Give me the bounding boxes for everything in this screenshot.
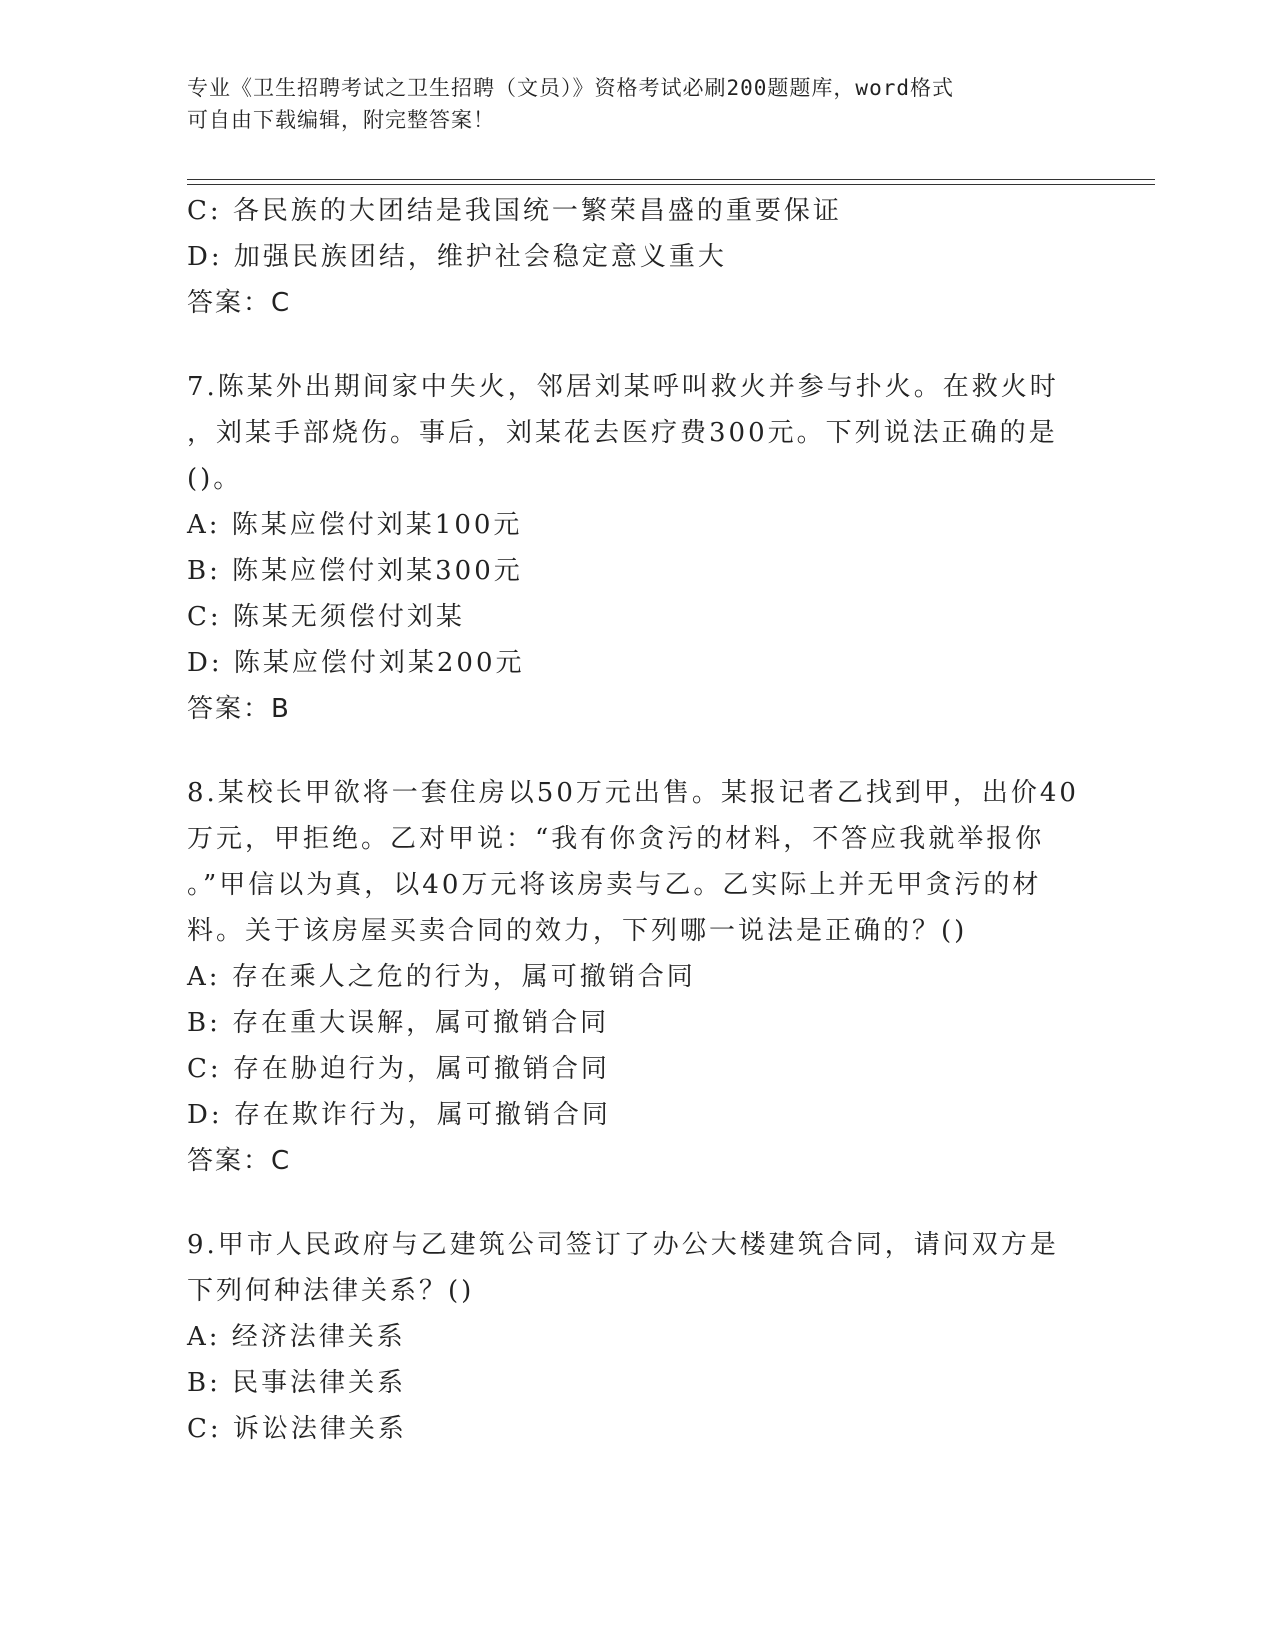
- header-line-2: 可自由下载编辑，附完整答案！: [187, 108, 495, 132]
- question-stem-line: 万元，甲拒绝。乙对甲说：“我有你贪污的材料，不答应我就举报你: [187, 824, 1045, 854]
- header-divider-bottom: [187, 184, 1155, 185]
- option-a: A: 存在乘人之危的行为，属可撤销合同: [187, 962, 696, 992]
- question-stem-line: 9.甲市人民政府与乙建筑公司签订了办公大楼建筑合同，请问双方是: [187, 1230, 1059, 1260]
- question-list: [187, 188, 1087, 1452]
- question-6-continuation: [187, 188, 1087, 326]
- spacer: [187, 1184, 1087, 1222]
- option-c: C: 诉讼法律关系: [187, 1414, 407, 1444]
- option-a: A: 陈某应偿付刘某100元: [187, 510, 523, 540]
- question-stem-line: 。”甲信以为真，以40万元将该房卖与乙。乙实际上并无甲贪污的材: [187, 870, 1042, 900]
- option-b: B: 民事法律关系: [187, 1368, 407, 1398]
- option-c: C: 陈某无须偿付刘某: [187, 602, 465, 632]
- question-8: [187, 770, 1087, 1184]
- spacer: [187, 326, 1087, 364]
- answer-line: 答案：B: [187, 694, 291, 724]
- question-stem-line: 料。关于该房屋买卖合同的效力，下列哪一说法是正确的？(): [187, 916, 968, 946]
- option-a: A: 经济法律关系: [187, 1322, 406, 1352]
- answer-line: 答案：C: [187, 288, 292, 318]
- question-7: [187, 364, 1087, 732]
- header-divider-top: [187, 179, 1155, 180]
- option-c: C: 存在胁迫行为，属可撤销合同: [187, 1054, 610, 1084]
- question-stem-line: 7.陈某外出期间家中失火，邻居刘某呼叫救火并参与扑火。在救火时: [187, 372, 1059, 402]
- option-c: C: 各民族的大团结是我国统一繁荣昌盛的重要保证: [187, 196, 842, 226]
- option-b: B: 陈某应偿付刘某300元: [187, 556, 523, 586]
- spacer: [187, 732, 1087, 770]
- question-stem-line: 下列何种法律关系？(): [187, 1276, 475, 1306]
- option-d: D: 陈某应偿付刘某200元: [187, 648, 525, 678]
- question-stem-line: ，刘某手部烧伤。事后，刘某花去医疗费300元。下列说法正确的是: [187, 418, 1058, 448]
- header-line-1: 专业《卫生招聘考试之卫生招聘（文员）》资格考试必刷200题题库，word格式: [187, 76, 954, 100]
- question-stem-line: 8.某校长甲欲将一套住房以50万元出售。某报记者乙找到甲，出价40: [187, 778, 1079, 808]
- question-9: [187, 1222, 1087, 1452]
- document-header: [187, 72, 1087, 136]
- answer-line: 答案：C: [187, 1146, 292, 1176]
- option-d: D: 存在欺诈行为，属可撤销合同: [187, 1100, 611, 1130]
- question-stem-line: ()。: [187, 464, 243, 494]
- option-d: D: 加强民族团结，维护社会稳定意义重大: [187, 242, 727, 272]
- option-b: B: 存在重大误解，属可撤销合同: [187, 1008, 610, 1038]
